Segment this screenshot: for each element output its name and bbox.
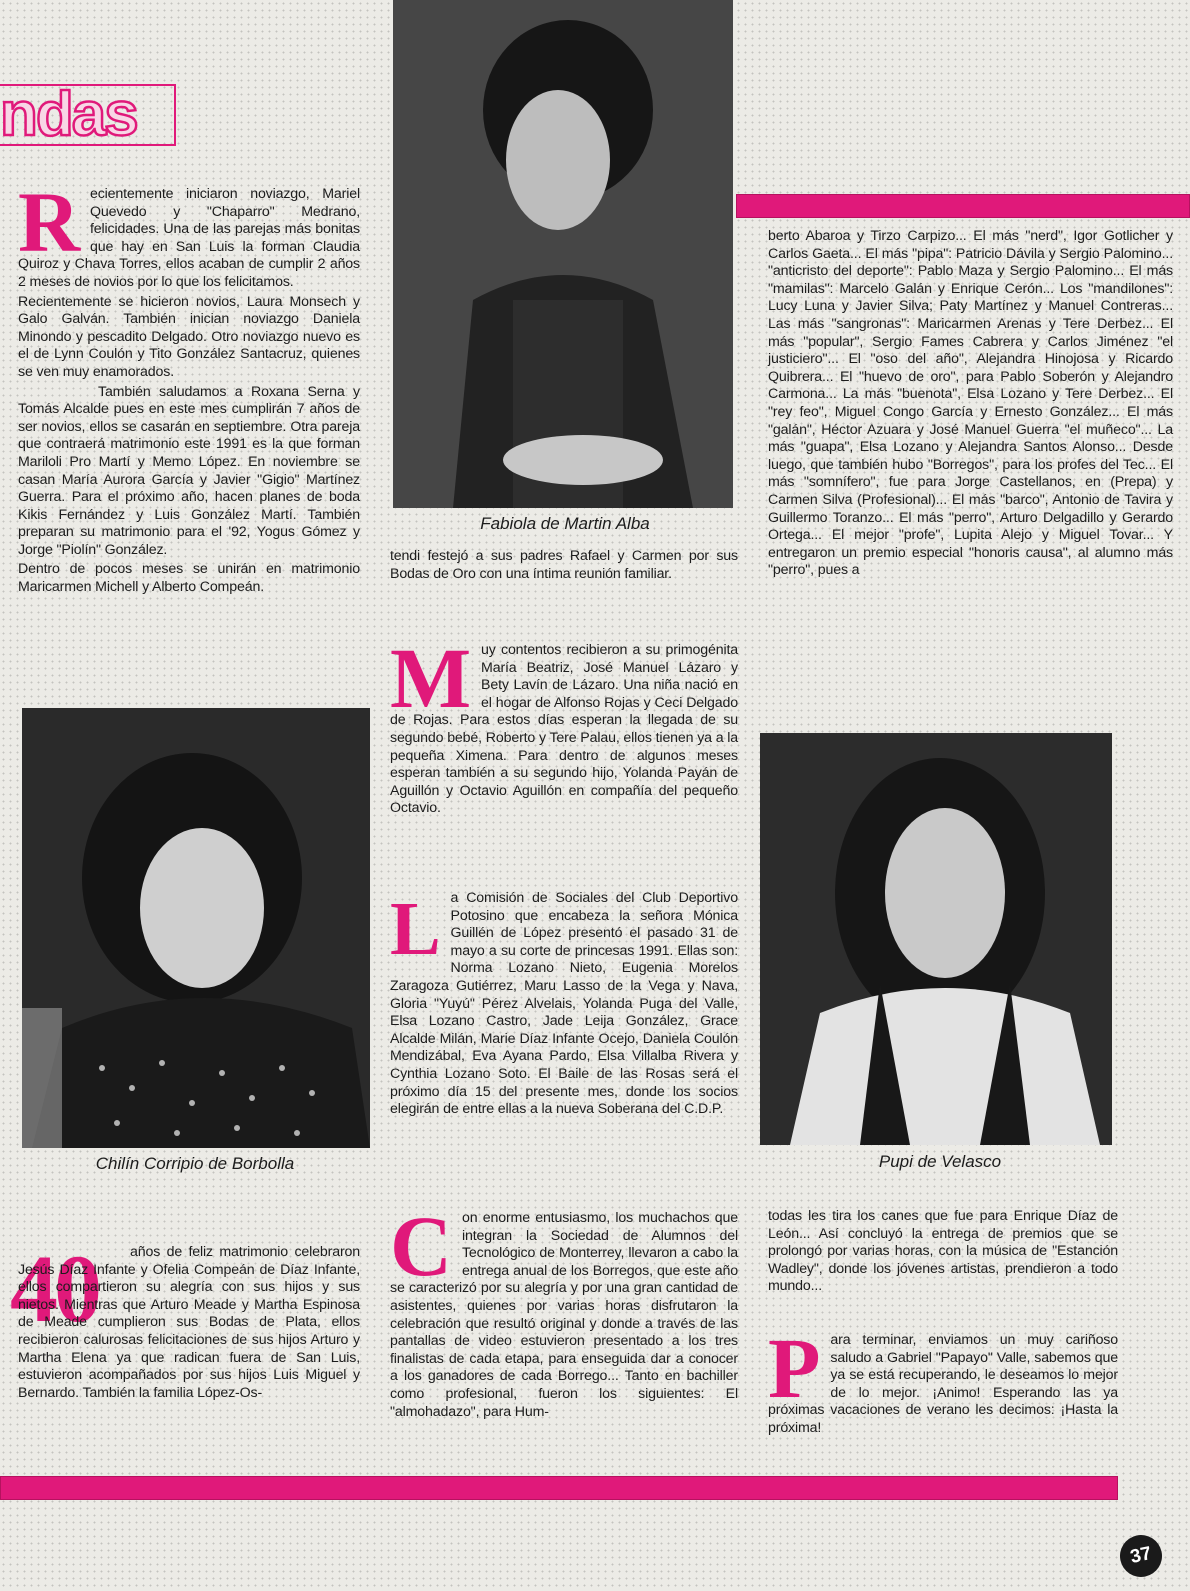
dropcap-r: R [18, 174, 80, 270]
paragraph-continued: tendi festejó a sus padres Rafael y Carmen por sus Bodas de Oro con una íntima reunión familiar. [390, 548, 738, 582]
column-2-continued [390, 548, 738, 583]
photo-pupi [760, 733, 1112, 1145]
article-nacimientos [390, 630, 738, 818]
page-number: 37 [1116, 1531, 1166, 1581]
article-despedida [768, 1320, 1118, 1438]
paragraph-2: Recientemente se hicieron novios, Laura Monsech y Galo Galván. También inician noviazgo Daniela Minondo y pescadito Delgado. Otro noviazgo nuevo es el de Lynn Coulón y Tito González Santacruz, quienes se ven muy enamorados. [18, 293, 360, 380]
paragraph-1: ecientemente iniciaron noviazgo, Mariel Quevedo y "Chaparro" Medrano, felicidades. Una de las parejas más bonitas que hay en San Luis la forman Claudia Quiroz y Chava Torres, ellos acaban de cumplir 2 años 2 meses de novios por lo que los felicitamos. [18, 186, 360, 290]
article-noviazgos [18, 174, 360, 292]
paragraph-m: uy contentos recibieron a su primogénita María Beatriz, José Manuel Lázaro y Bety Lavín de Lázaro. Una niña nació en el hogar de Alfonso Rojas y Ceci Delgado de Rojas. Para estos días esperan la llegada de su segundo bebé, Roberto y Tere Palau, ellos tienen ya a la pequeña Ximena. Para dentro de algunos meses esperan también a su segundo hijo, Yolanda Payán de Aguillón y Octavio Aguillón en compañía del pequeño Octavio. [390, 642, 738, 817]
big-number-40: 40 [10, 1235, 98, 1342]
pink-bar-top [736, 194, 1190, 218]
photo-pupi-image [760, 733, 1112, 1145]
photo-fabiola-image [393, 0, 733, 508]
article-borregos-continued [768, 228, 1173, 580]
photo-chilin-image [22, 708, 370, 1148]
paragraph-4: Dentro de pocos meses se unirán en matrimonio Maricarmen Michell y Alberto Compeán. [18, 561, 360, 596]
section-title: ndas [0, 80, 137, 149]
caption-pupi: Pupi de Velasco [878, 1152, 1002, 1171]
article-borregos [390, 1198, 738, 1421]
caption-fabiola: Fabiola de Martin Alba [480, 514, 650, 533]
dropcap-l: L [390, 887, 441, 971]
article-aniversarios [18, 1244, 360, 1402]
paragraph-borregos-list: berto Abaroa y Tirzo Carpizo... El más "nerd", Igor Gotlicher y Carlos Gaeta... El más "pipa": Patricio Dávila y Sergio Palomino... "anticristo del deporte": Pablo Maza y Sergio Palomino... El más "mamilas": Marcelo Galán y Enrique Cerón... Los "mandilones": Lucy Luna y Javier Silva; Paty Martínez y Manuel Contreras... Las más "sangronas": Maricarmen Arenas y Tere Derbez... El más "popular", Sergio Fames Cabrera y Carlos Jiménez "el justiciero"... El "oso del año", Alejandra Hinojosa y Ricardo Quibrera... El "huevo de oro", para Pablo Soberón y Alejandro Carmona... La más "buenota", Elsa Lozano y Tere Derbez... El "rey feo", Miguel Congo García y Ernesto González... El más "galán", Héctor Azuara y José Manuel Guerra "el muñeco"... La más "guapa", Elsa Lozano y Alejandra Santos Alonso... Desde luego, que también hubo "Borregos", para los profes del Tec... El más "somnífero", fue para Jorge Castellanos, en (Prepa) y Carmen Silva (Profesional)... El más "barco", Antonio de Tavira y Guillermo Toranzo... El más "perro", Arturo Delgadillo y Gerardo Ortega... El mejor "profe", Lupita Alejo y Miguel Tovar... Y entregaron un premio especial "honoris causa", al alumno más "perro", pues a [768, 228, 1173, 579]
paragraph-c: on enorme entusiasmo, los muchachos que integran la Sociedad de Alumnos del Tecnológico de Monterrey, llevaron a cabo la entrega anual de los Borregos, que este año se caracterizó por su alegría y por una gran cantidad de asistentes, quienes por varias horas disfrutaron la celebración que resultó original y donde a través de las pantallas de video estuvieron presentado a los tres finalistas de cada etapa, para enseguida dar a conocer a los ganadores de cada Borrego... Tanto en bachiller como profesional, fueron los siguientes: El "almohadazo", para Hum- [390, 1210, 738, 1420]
photo-fabiola [393, 0, 733, 508]
caption-chilin: Chilín Corripio de Borbolla [95, 1154, 295, 1173]
paragraph-premios-end: todas les tira los canes que fue para Enrique Díaz de León... Así concluyó la entrega de premios que se prolongó por varias horas, con la música de "Estanción Wadley", donde los jóvenes artistas, prendieron a todo mundo... [768, 1208, 1118, 1295]
photo-chilin [22, 708, 370, 1148]
paragraph-l: a Comisión de Sociales del Club Deportivo Potosino que encabeza la señora Mónica Guillén de López presentó el pasado 31 de mayo a su corte de princesas 1991. Ellas son: Norma Lozano Nieto, Eugenia Morelos Zaragoza Gutiérrez, Maru Lasso de la Vega y Nava, Gloria "Yuyú" Pérez Alvelais, Yolanda Puga del Valle, Elsa Lozano Castro, Jade Leija González, Grace Alcalde Milán, Marie Díaz Infante Ocejo, Daniela Coulón Mendizábal, Eva Ayana Pardo, Elsa Villalba Rivera y Cynthia Lozano Soto. El Baile de las Rosas será el próximo día 15 del presente mes, donde los socios elegirán de entre ellas a la nueva Soberana del C.D.P. [390, 890, 738, 1118]
dropcap-p: P [768, 1320, 821, 1416]
paragraph-40: años de feliz matrimonio celebraron Jesús Díaz Infante y Ofelia Compeán de Díaz Infante, ellos compartieron su alegría con sus hijos y sus nietos. Mientras que Arturo Meade y Martha Espinosa de Meade cumplieron sus Bodas de Plata, ellos recibieron calurosas felicitaciones de sus hijos Arturo y Martha Elena ya que radican fuera de San Luis, estuvieron acompañados por sus hijos Luis Miguel y Bernardo. También la familia López-Os- [18, 1244, 360, 1401]
dropcap-c: C [390, 1198, 452, 1294]
article-princesas [390, 887, 738, 1119]
dropcap-m: M [390, 630, 472, 726]
pink-bar-bottom [0, 1476, 1118, 1500]
article-premios-end [768, 1208, 1118, 1296]
paragraph-p: ara terminar, enviamos un muy cariñoso saludo a Gabriel "Papayo" Valle, sabemos que ya se está recuperando, le deseamos lo mejor de lo mejor. ¡Animo! Esperando las ya próximas vacaciones de verano les decimos: ¡Hasta la próxima! [768, 1332, 1118, 1436]
paragraph-3: También saludamos a Roxana Serna y Tomás Alcalde pues en este mes cumplirán 7 años de ser novios, ellos se casarán en septiembre. Otra pareja que contraerá matrimonio este 1991 es la que forman Mariloli Pro Martí y Memo López. En noviembre se casan María Aurora García y Javier "Gigio" Martínez Guerra. Para el próximo año, hacen planes de boda Kikis Fernández y Luis González Martí. También preparan su matrimonio para el '92, Yogus Gómez y Jorge "Piolín" González. [18, 383, 360, 558]
column-1-article [18, 174, 360, 597]
